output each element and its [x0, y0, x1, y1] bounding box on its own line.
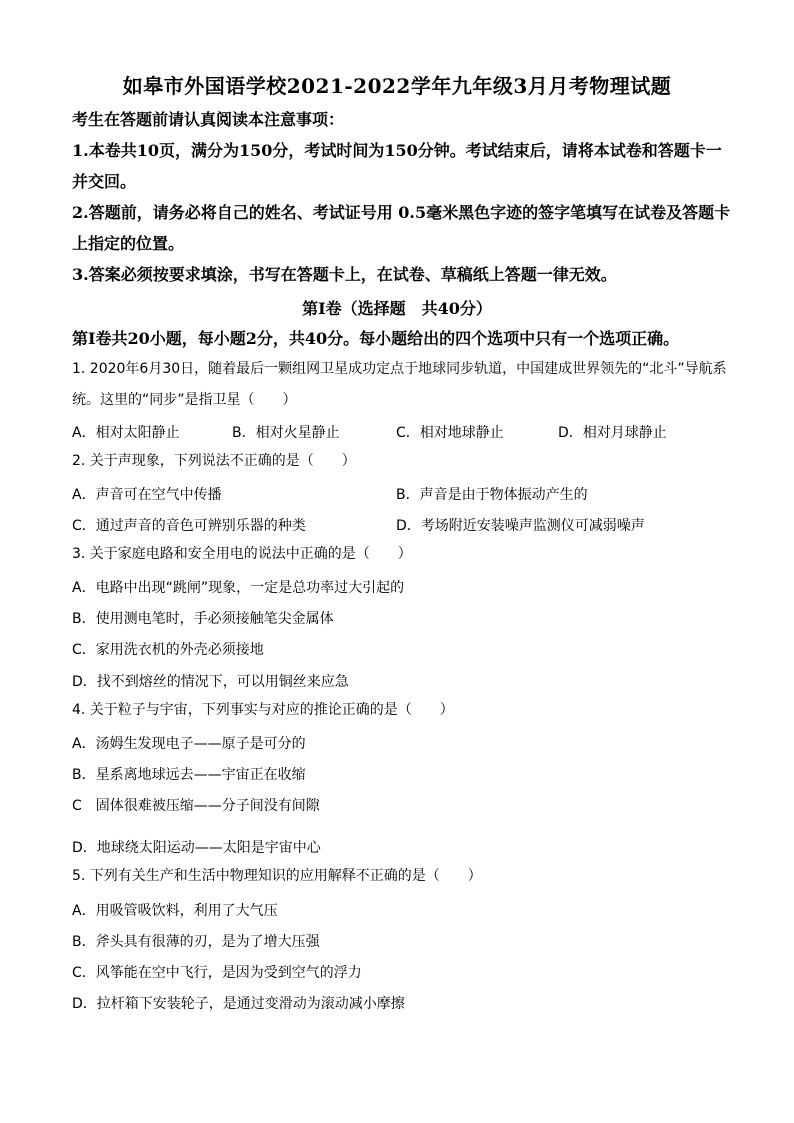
question-1-option-b: B．相对火星静止 [232, 425, 340, 441]
question-4-option-a: A．汤姆生发现电子——原子是可分的 [72, 736, 306, 752]
question-5-option-c: C．风筝能在空中飞行，是因为受到空气的浮力 [72, 965, 362, 981]
question-5-option-a: A．用吸管吸饮料，利用了大气压 [72, 903, 278, 919]
question-2-stem: 2. 关于声现象，下列说法不正确的是（ ） [72, 453, 356, 469]
question-1-option-a: A．相对太阳静止 [72, 425, 180, 441]
question-4-option-b: B．星系离地球远去——宇宙正在收缩 [72, 767, 306, 783]
question-2-option-d: D．考场附近安装噪声监测仪可减弱噪声 [396, 518, 645, 534]
question-1-option-d: D．相对月球静止 [558, 425, 667, 441]
question-1-option-c: C．相对地球静止 [396, 425, 504, 441]
page-title: 如皋市外国语学校2021-2022学年九年级3月月考物理试题 [122, 74, 672, 98]
section-title: 第Ⅰ卷（选择题 共40分） [302, 299, 492, 318]
notice-item-1: 1.本卷共10页，满分为150分，考试时间为150分钟。考试结束后，请将本试卷和答题卡一并交回。 [72, 141, 722, 191]
section-description: 第Ⅰ卷共20小题，每小题2分，共40分。每小题给出的四个选项中只有一个选项正确。 [72, 329, 680, 348]
question-1-stem: 1. 2020年6月30日，随着最后一颗组网卫星成功定点于地球同步轨道，中国建成世界领先的“北斗”导航系统。这里的“同步”是指卫星（ ） [72, 361, 727, 408]
notice-item-3: 3.答案必须按要求填涂，书写在答题卡上，在试卷、草稿纸上答题一律无效。 [72, 265, 617, 284]
question-4-stem: 4. 关于粒子与宇宙，下列事实与对应的推论正确的是（ ） [72, 702, 454, 718]
question-4-option-d: D．地球绕太阳运动——太阳是宇宙中心 [72, 840, 321, 856]
question-2-option-a: A．声音可在空气中传播 [72, 487, 222, 503]
question-3-stem: 3. 关于家庭电路和安全用电的说法中正确的是（ ） [72, 546, 412, 562]
question-5-option-b: B．斧头具有很薄的刃，是为了增大压强 [72, 934, 320, 950]
notice-heading: 考生在答题前请认真阅读本注意事项： [72, 110, 345, 129]
question-3-option-a: A．电路中出现“跳闸”现象，一定是总功率过大引起的 [72, 580, 405, 596]
notice-item-2: 2.答题前，请务必将自己的姓名、考试证号用 0.5毫米黑色字迹的签字笔填写在试卷及答题卡上指定的位置。 [72, 203, 731, 253]
question-4-option-c: C 固体很难被压缩——分子间没有间隙 [72, 798, 320, 814]
question-3-option-d: D．找不到熔丝的情况下，可以用铜丝来应急 [72, 674, 349, 690]
question-5-option-d: D．拉杆箱下安装轮子，是通过变滑动为滚动减小摩擦 [72, 996, 405, 1012]
question-3-option-b: B．使用测电笔时，手必须接触笔尖金属体 [72, 611, 334, 627]
question-2-option-b: B．声音是由于物体振动产生的 [396, 487, 588, 503]
question-5-stem: 5. 下列有关生产和生活中物理知识的应用解释不正确的是（ ） [72, 868, 482, 884]
question-2-option-c: C．通过声音的音色可辨别乐器的种类 [72, 518, 306, 534]
question-3-option-c: C．家用洗衣机的外壳必须接地 [72, 642, 264, 658]
